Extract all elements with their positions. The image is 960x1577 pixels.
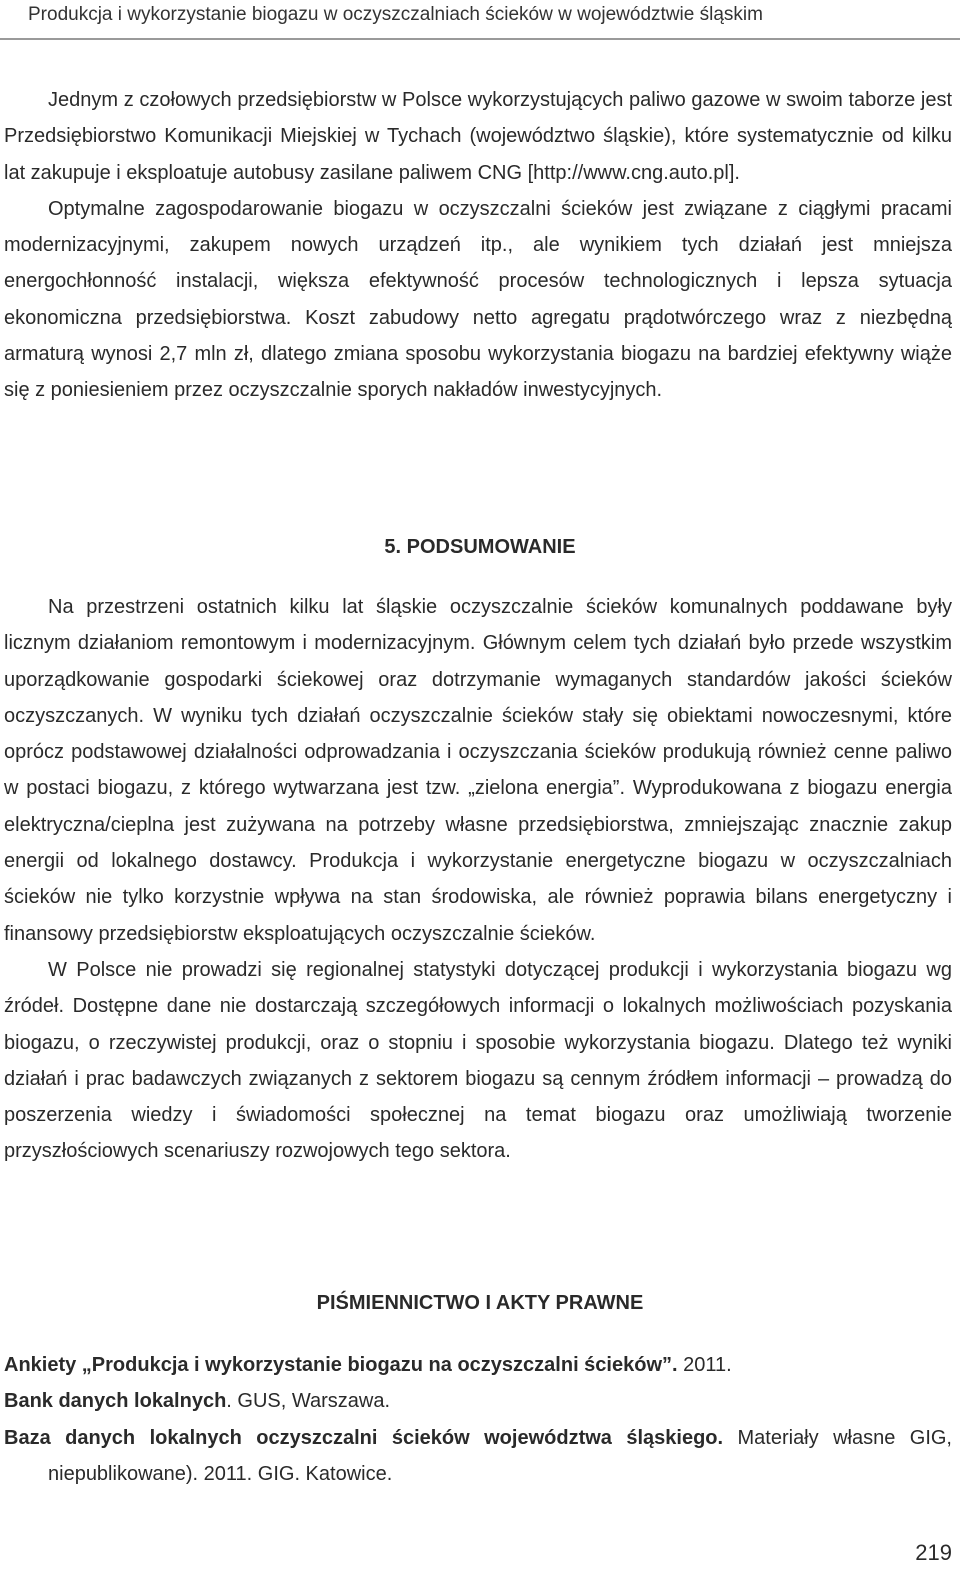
reference-title: Baza danych lokalnych oczyszczalni ścieków województwa śląskiego.: [4, 1426, 724, 1449]
reference-item: [4, 1347, 952, 1383]
running-head-title: Produkcja i wykorzystanie biogazu w oczyszczalniach ścieków w województwie śląskim: [28, 4, 763, 25]
paragraph: Optymalne zagospodarowanie biogazu w oczyszczalni ścieków jest związane z ciągłymi pracami modernizacyjnymi, zakupem nowych urządzeń itp., ale wynikiem tych działań jest mniejsza energochłonność instalacji, większa efektywność procesów technologicznych i lepsza sytuacja ekonomiczna przedsiębiorstwa. Koszt zabudowy netto agregatu prądotwórczego wraz z niezbędną armaturą wynosi 2,7 mln zł, dlatego zmiana sposobu wykorzystania biogazu na bardziej efektywny wiąże się z poniesieniem przez oczyszczalnie sporych nakładów inwestycyjnych.: [4, 197, 952, 402]
reference-details: . GUS, Warszawa.: [226, 1390, 391, 1413]
body-text-block-2: [4, 589, 952, 1170]
body-text-block-1: [4, 82, 952, 409]
reference-details: 2011.: [677, 1354, 732, 1376]
paragraph: Na przestrzeni ostatnich kilku lat śląskie oczyszczalnie ścieków komunalnych poddawane były licznym działaniom remontowym i modernizacyjnym. Głównym celem tych działań było przede wszystkim uporządkowanie gospodarki ściekowej oraz dotrzymanie wymaganych standardów jakości ścieków oczyszczanych. W wyniku tych działań oczyszczalnie ścieków stały się obiektami nowoczesnymi, które oprócz podstawowej działalności odprowadzania i oczyszczania ścieków produkują również cenne paliwo w postaci biogazu, z którego wytwarzana jest tzw. „zielona energia”. Wyprodukowana z biogazu energia elektryczna/cieplna jest zużywana na potrzeby własne przedsiębiorstwa, zmniejszając znacznie zakup energii od lokalnego dostawcy. Produkcja i wykorzystanie energetyczne biogazu w oczyszczalniach ścieków nie tylko korzystnie wpływa na stan środowiska, ale również poprawia bilans energetyczny i finansowy przedsiębiorstw eksploatujących oczyszczalnie ścieków.: [4, 596, 952, 945]
references-heading: PIŚMIENNICTWO I AKTY PRAWNE: [316, 1292, 644, 1314]
page-number: 219: [915, 1540, 952, 1565]
reference-title: Bank danych lokalnych: [4, 1390, 227, 1413]
references-list: [4, 1347, 952, 1492]
header-divider: [0, 38, 960, 40]
paragraph: Jednym z czołowych przedsiębiorstw w Polsce wykorzystujących paliwo gazowe w swoim taborze jest Przedsiębiorstwo Komunikacji Miejskiej w Tychach (województwo śląskie), które systematycznie od kilku lat zakupuje i eksploatuje autobusy zasilane paliwem CNG [http://www.cng.auto.pl].: [4, 89, 952, 184]
reference-title: Ankiety „Produkcja i wykorzystanie biogazu na oczyszczalni ścieków”.: [4, 1354, 678, 1376]
reference-item: [4, 1383, 952, 1419]
reference-item: [4, 1420, 952, 1493]
section-heading-summary: 5. PODSUMOWANIE: [384, 536, 576, 558]
paragraph: W Polsce nie prowadzi się regionalnej statystyki dotyczącej produkcji i wykorzystania biogazu wg źródeł. Dostępne dane nie dostarczają szczegółowych informacji o lokalnych możliwościach pozyskania biogazu, o rzeczywistej produkcji, oraz o stopniu i sposobie wykorzystania biogazu. Dlatego też wyniki działań i prac badawczych związanych z sektorem biogazu są cennym źródłem informacji – prowadzą do poszerzenia wiedzy i świadomości społecznej na temat biogazu oraz umożliwiają tworzenie przyszłościowych scenariuszy rozwojowych tego sektora.: [4, 958, 952, 1163]
reference-details: Materiały własne GIG, niepublikowane). 2011. GIG. Katowice.: [48, 1426, 952, 1485]
